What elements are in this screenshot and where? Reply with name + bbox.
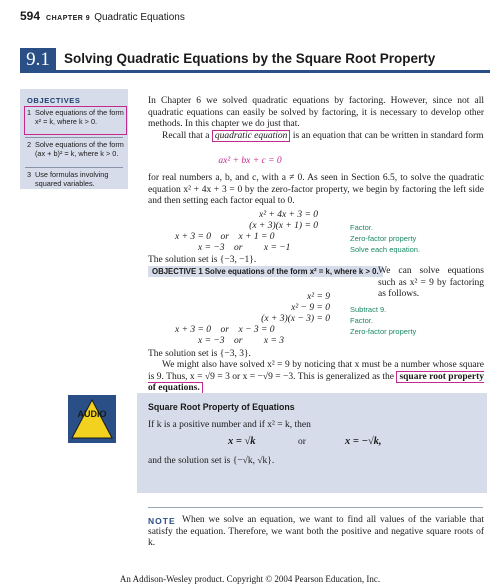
objective-1-lead (378, 266, 484, 301)
objective-text: Use formulas involving squared variables. (35, 170, 109, 188)
objective-number: 1 (27, 108, 32, 117)
solution-text: The solution set is {−3, −1}. (148, 255, 257, 265)
objective-item[interactable] (27, 170, 125, 188)
section-title: Solving Quadratic Equations by the Square Root Property (64, 51, 436, 66)
equation-step: x² = 9 (307, 292, 330, 302)
note-text: When we solve an equation, we want to find all values of the variable that satisfy the equation. Therefore, we want both the positive and negative square roots of k. (148, 515, 484, 548)
equation-step: (x + 3)(x + 1) = 0 (249, 221, 318, 231)
step-note: Zero-factor property (350, 327, 417, 336)
text-run: We might also have solved x² = 9 by noticing that x must be a number whose square is 9. Thus, x = √9 = 3 or x = −√9 = −3. This is generalized as the (148, 360, 484, 382)
solution-text: The solution set is {−3, 3}. (148, 349, 251, 359)
step-note: Solve each equation. (350, 245, 421, 254)
objective-text: Solve equations of the form (ax + b)² = k, where k > 0. (35, 140, 124, 158)
equation-step: x = −3 or x = −1 (198, 243, 291, 253)
intro-paragraph-2 (148, 131, 484, 143)
objective-divider (25, 167, 123, 168)
objective-1-paragraph (148, 360, 484, 395)
running-head (20, 9, 185, 23)
property-eq-or: or (298, 437, 306, 447)
property-eq-right: x = −√k, (345, 436, 382, 447)
objectives-heading: OBJECTIVES (27, 96, 81, 105)
audio-icon[interactable] (68, 395, 116, 443)
note-label: NOTE (148, 516, 176, 526)
intro-paragraph: In Chapter 6 we solved quadratic equations by factoring. However, since not all quadratic equations can easily be solved by factoring, it is necessary to develop other methods. In this chapter we do just that. (148, 96, 484, 129)
note-divider (148, 507, 483, 508)
key-term: quadratic equation (212, 130, 291, 142)
chapter-title: Quadratic Equations (94, 12, 185, 23)
property-heading: Square Root Property of Equations (148, 402, 295, 412)
step-note: Subtract 9. (350, 305, 387, 314)
property-eq-left: x = √k (228, 436, 256, 447)
equation-step: (x + 3)(x − 3) = 0 (261, 314, 330, 324)
objective-divider (25, 137, 123, 138)
property-line-1: If k is a positive number and if x² = k, then (148, 420, 311, 430)
text-run: We can solve equations such as x² = 9 by factoring as follows. (378, 266, 484, 299)
objective-1-heading: OBJECTIVE 1 Solve equations of the form x² = k, where k > 0. (148, 266, 383, 277)
section-number: 9.1 (20, 48, 56, 72)
step-note: Factor. (350, 223, 373, 232)
objective-item[interactable] (27, 108, 125, 126)
equation-step: x + 3 = 0 or x + 1 = 0 (175, 232, 275, 242)
text-run: is an equation that can be written in standard form (292, 131, 484, 141)
key-term: square root property of equations. (148, 371, 484, 393)
equation-step: x² + 4x + 3 = 0 (258, 210, 318, 220)
intro-paragraph-3: for real numbers a, b, and c, with a ≠ 0. As seen in Section 6.5, to solve the quadratic equation x² + 4x + 3 = 0 by the zero-factor property, we begin by factoring the left side and then setting each factor equal to 0. (148, 173, 484, 206)
page-number: 594 (20, 9, 41, 23)
equation-step: x² − 9 = 0 (291, 303, 330, 313)
standard-form-equation: ax² + bx + c = 0 (218, 156, 282, 166)
step-note: Factor. (350, 316, 373, 325)
audio-triangle-icon (68, 395, 116, 443)
equation-step: x = −3 or x = 3 (198, 336, 284, 346)
chapter-label: CHAPTER 9 (46, 15, 91, 22)
objective-number: 3 (27, 170, 32, 179)
text-run: Recall that a (162, 131, 210, 141)
copyright-footer: An Addison-Wesley product. Copyright © 2004 Pearson Education, Inc. (119, 574, 381, 584)
equation-step: x + 3 = 0 or x − 3 = 0 (175, 325, 275, 335)
step-note: Zero-factor property (350, 234, 417, 243)
property-line-2: and the solution set is {−√k, √k}. (148, 456, 275, 466)
audio-label: AUDIO (77, 409, 107, 419)
objective-text: Solve equations of the form x² = k, where k > 0. (35, 108, 124, 126)
objective-number: 2 (27, 140, 32, 149)
